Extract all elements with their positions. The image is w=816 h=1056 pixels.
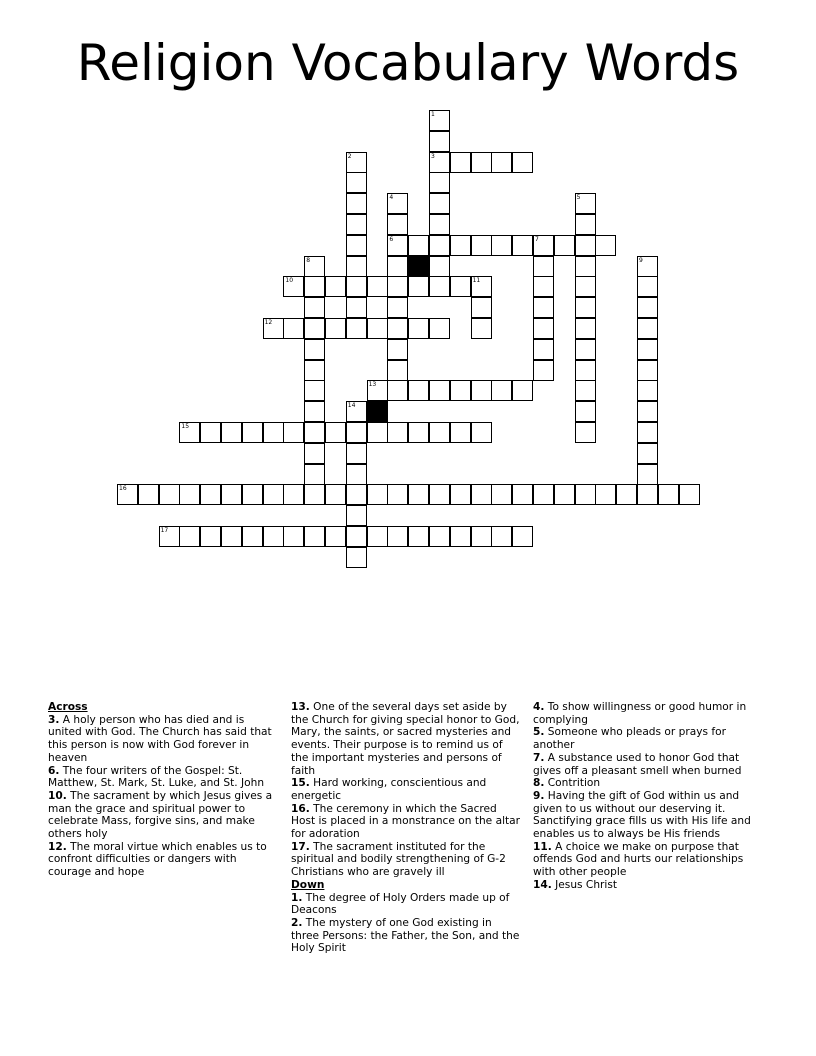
- grid-cell[interactable]: [533, 256, 554, 277]
- grid-cell[interactable]: [325, 422, 346, 443]
- grid-cell[interactable]: [387, 318, 408, 339]
- grid-cell[interactable]: [533, 339, 554, 360]
- grid-cell[interactable]: [346, 443, 367, 464]
- clue-text: The moral virtue which enables us to confront difficulties or dangers with courage and hope: [48, 840, 267, 879]
- grid-cell[interactable]: [450, 484, 471, 505]
- grid-cell[interactable]: [575, 422, 596, 443]
- grid-cell[interactable]: [179, 526, 200, 547]
- grid-cell[interactable]: [429, 110, 450, 131]
- down-clue-4: [533, 701, 765, 726]
- across-clue-6: [48, 765, 280, 790]
- grid-cell[interactable]: [429, 526, 450, 547]
- across-clue-13: [291, 701, 523, 777]
- grid-cell[interactable]: [283, 318, 304, 339]
- grid-cell[interactable]: [304, 443, 325, 464]
- grid-cell[interactable]: [263, 422, 284, 443]
- black-cell: [367, 401, 388, 422]
- grid-cell[interactable]: [637, 360, 658, 381]
- cell-number: 8: [306, 256, 311, 264]
- cell-number: 5: [576, 194, 581, 202]
- across-clue-3: [48, 714, 280, 765]
- clue-text: The mystery of one God existing in three Persons: the Father, the Son, and the Holy Spirit: [291, 916, 520, 955]
- grid-cell[interactable]: [533, 484, 554, 505]
- grid-cell[interactable]: [408, 235, 429, 256]
- grid-cell[interactable]: [304, 339, 325, 360]
- grid-cell[interactable]: [533, 276, 554, 297]
- grid-cell[interactable]: [512, 526, 533, 547]
- clue-number: 1.: [291, 891, 303, 904]
- clue-number: 5.: [533, 726, 545, 739]
- grid-cell[interactable]: [679, 484, 700, 505]
- clue-number: 17.: [291, 840, 310, 853]
- grid-cell[interactable]: [346, 547, 367, 568]
- grid-cell[interactable]: [637, 318, 658, 339]
- grid-cell[interactable]: [387, 422, 408, 443]
- grid-cell[interactable]: [367, 484, 388, 505]
- cell-number: 10: [285, 277, 294, 285]
- grid-cell[interactable]: [471, 422, 492, 443]
- grid-cell[interactable]: [512, 152, 533, 173]
- grid-cell[interactable]: [637, 339, 658, 360]
- grid-cell[interactable]: [658, 484, 679, 505]
- grid-cell[interactable]: [450, 152, 471, 173]
- grid-cell[interactable]: [512, 235, 533, 256]
- clue-text: The sacrament instituted for the spiritual and bodily strengthening of G-2 Christians who are gravely ill: [291, 840, 506, 879]
- grid-cell[interactable]: [304, 401, 325, 422]
- grid-cell[interactable]: [346, 422, 367, 443]
- clue-number: 7.: [533, 751, 545, 764]
- grid-cell[interactable]: [263, 484, 284, 505]
- grid-cell[interactable]: [387, 484, 408, 505]
- grid-cell[interactable]: [575, 297, 596, 318]
- grid-cell[interactable]: [387, 360, 408, 381]
- clue-number: 6.: [48, 764, 60, 777]
- clue-text: Contrition: [547, 777, 601, 790]
- grid-cell[interactable]: [346, 297, 367, 318]
- grid-cell[interactable]: [242, 484, 263, 505]
- grid-cell[interactable]: [450, 276, 471, 297]
- clue-number: 11.: [533, 840, 552, 853]
- grid-cell[interactable]: [637, 422, 658, 443]
- grid-cell[interactable]: [179, 484, 200, 505]
- grid-cell[interactable]: [471, 152, 492, 173]
- down-clue-7: [533, 752, 765, 777]
- grid-cell[interactable]: [471, 318, 492, 339]
- grid-cell[interactable]: [304, 526, 325, 547]
- grid-cell[interactable]: [304, 380, 325, 401]
- clue-number: 2.: [291, 916, 303, 929]
- grid-cell[interactable]: [637, 401, 658, 422]
- grid-cell[interactable]: [491, 526, 512, 547]
- grid-cell[interactable]: [304, 464, 325, 485]
- grid-cell[interactable]: [367, 526, 388, 547]
- clue-number: 10.: [48, 789, 67, 802]
- grid-cell[interactable]: [367, 422, 388, 443]
- grid-cell[interactable]: [138, 484, 159, 505]
- clue-number: 8.: [533, 777, 545, 790]
- grid-cell[interactable]: [179, 422, 200, 443]
- clue-text: The four writers of the Gospel: St. Matthew, St. Mark, St. Luke, and St. John: [48, 764, 265, 790]
- grid-cell[interactable]: [346, 152, 367, 173]
- grid-cell[interactable]: [429, 152, 450, 173]
- grid-cell[interactable]: [387, 276, 408, 297]
- clue-text: One of the several days set aside by the Church for giving special honor to God, Mary, the saints, or sacred mysteries and events. Their purpose is to remind us of the important mysteries and persons of faith: [291, 701, 520, 777]
- grid-cell[interactable]: [408, 276, 429, 297]
- grid-cell[interactable]: [471, 484, 492, 505]
- cell-number: 11: [472, 277, 481, 285]
- cell-number: 13: [368, 381, 377, 389]
- grid-cell[interactable]: [325, 526, 346, 547]
- grid-cell[interactable]: [408, 422, 429, 443]
- grid-cell[interactable]: [429, 318, 450, 339]
- grid-cell[interactable]: [263, 526, 284, 547]
- grid-cell[interactable]: [117, 484, 138, 505]
- grid-cell[interactable]: [637, 380, 658, 401]
- grid-cell[interactable]: [304, 297, 325, 318]
- grid-cell[interactable]: [429, 172, 450, 193]
- page-title: Religion Vocabulary Words: [76, 34, 740, 92]
- grid-cell[interactable]: [387, 214, 408, 235]
- clue-text: The degree of Holy Orders made up of Deacons: [291, 891, 510, 917]
- grid-cell[interactable]: [346, 214, 367, 235]
- grid-cell[interactable]: [200, 422, 221, 443]
- grid-cell[interactable]: [575, 256, 596, 277]
- clue-text: Someone who pleads or prays for another: [533, 726, 726, 752]
- cell-number: 9: [639, 256, 643, 264]
- clue-text: The ceremony in which the Sacred Host is placed in a monstrance on the altar for adoration: [291, 802, 521, 841]
- grid-cell[interactable]: [325, 484, 346, 505]
- across-clue-17: [291, 841, 523, 879]
- grid-cell[interactable]: [512, 380, 533, 401]
- grid-cell[interactable]: [637, 484, 658, 505]
- grid-cell[interactable]: [575, 401, 596, 422]
- grid-cell[interactable]: [637, 297, 658, 318]
- cell-number: 2: [347, 152, 352, 160]
- grid-cell[interactable]: [429, 484, 450, 505]
- clue-text: To show willingness or good humor in complying: [533, 701, 747, 726]
- down-clue-8: [533, 777, 765, 790]
- grid-cell[interactable]: [450, 422, 471, 443]
- grid-cell[interactable]: [387, 380, 408, 401]
- cell-number: 17: [160, 527, 169, 534]
- grid-cell[interactable]: [367, 276, 388, 297]
- grid-cell[interactable]: [637, 276, 658, 297]
- across-header: Across: [48, 701, 88, 713]
- down-clue-14: [533, 879, 765, 892]
- grid-cell[interactable]: [159, 526, 180, 547]
- grid-cell[interactable]: [512, 484, 533, 505]
- grid-cell[interactable]: [221, 422, 242, 443]
- grid-cell[interactable]: [346, 172, 367, 193]
- grid-cell[interactable]: [408, 318, 429, 339]
- grid-cell[interactable]: [429, 422, 450, 443]
- grid-cell[interactable]: [346, 526, 367, 547]
- grid-cell[interactable]: [491, 380, 512, 401]
- down-clue-9: [533, 790, 765, 841]
- cell-number: 1: [431, 111, 435, 118]
- grid-cell[interactable]: [283, 526, 304, 547]
- grid-cell[interactable]: [346, 484, 367, 505]
- grid-cell[interactable]: [304, 256, 325, 277]
- grid-cell[interactable]: [325, 318, 346, 339]
- grid-cell[interactable]: [471, 276, 492, 297]
- grid-cell[interactable]: [554, 484, 575, 505]
- clue-number: 9.: [533, 789, 545, 802]
- black-cell: [408, 256, 429, 277]
- grid-cell[interactable]: [304, 318, 325, 339]
- cell-number: 6: [389, 235, 394, 243]
- grid-cell[interactable]: [242, 422, 263, 443]
- cell-number: 14: [347, 402, 356, 410]
- clue-text: The sacrament by which Jesus gives a man the grace and spiritual power to celebrate Mass, forgive sins, and make others holy: [48, 789, 273, 841]
- grid-cell[interactable]: [304, 276, 325, 297]
- grid-cell[interactable]: [491, 484, 512, 505]
- grid-cell[interactable]: [408, 526, 429, 547]
- grid-cell[interactable]: [575, 193, 596, 214]
- clue-number: 12.: [48, 840, 67, 853]
- across-clue-12: [48, 841, 280, 879]
- clues-column-3: [533, 701, 765, 892]
- grid-cell[interactable]: [346, 235, 367, 256]
- down-clue-11: [533, 841, 765, 879]
- grid-cell[interactable]: [575, 360, 596, 381]
- cell-number: 4: [389, 194, 394, 202]
- clue-number: 15.: [291, 777, 310, 790]
- grid-cell[interactable]: [575, 380, 596, 401]
- grid-cell[interactable]: [221, 484, 242, 505]
- grid-cell[interactable]: [346, 318, 367, 339]
- down-clue-1: [291, 892, 523, 917]
- clue-text: A choice we make on purpose that offends God and hurts our relationships with other people: [533, 840, 744, 879]
- down-header: Down: [291, 878, 325, 891]
- grid-cell[interactable]: [637, 443, 658, 464]
- grid-cell[interactable]: [616, 484, 637, 505]
- grid-cell[interactable]: [283, 422, 304, 443]
- grid-cell[interactable]: [533, 297, 554, 318]
- grid-cell[interactable]: [491, 152, 512, 173]
- down-clue-2: [291, 917, 523, 955]
- grid-cell[interactable]: [575, 484, 596, 505]
- grid-cell[interactable]: [367, 380, 388, 401]
- clue-text: A substance used to honor God that gives off a pleasant smell when burned: [533, 751, 742, 777]
- grid-cell[interactable]: [346, 464, 367, 485]
- grid-cell[interactable]: [429, 214, 450, 235]
- grid-cell[interactable]: [429, 131, 450, 152]
- grid-cell[interactable]: [637, 464, 658, 485]
- grid-cell[interactable]: [387, 339, 408, 360]
- grid-cell[interactable]: [387, 256, 408, 277]
- grid-cell[interactable]: [159, 484, 180, 505]
- grid-cell[interactable]: [387, 297, 408, 318]
- grid-cell[interactable]: [346, 505, 367, 526]
- grid-cell[interactable]: [575, 276, 596, 297]
- grid-cell[interactable]: [242, 526, 263, 547]
- grid-cell[interactable]: [200, 484, 221, 505]
- grid-cell[interactable]: [533, 318, 554, 339]
- clues-column-1: [48, 701, 280, 879]
- grid-cell[interactable]: [471, 526, 492, 547]
- clue-number: 14.: [533, 878, 552, 891]
- grid-cell[interactable]: [575, 235, 596, 256]
- grid-cell[interactable]: [450, 380, 471, 401]
- grid-cell[interactable]: [263, 318, 284, 339]
- grid-cell[interactable]: [554, 235, 575, 256]
- grid-cell[interactable]: [408, 380, 429, 401]
- grid-cell[interactable]: [429, 235, 450, 256]
- grid-cell[interactable]: [304, 484, 325, 505]
- grid-cell[interactable]: [575, 214, 596, 235]
- grid-cell[interactable]: [346, 276, 367, 297]
- grid-cell[interactable]: [471, 380, 492, 401]
- grid-cell[interactable]: [304, 422, 325, 443]
- grid-cell[interactable]: [283, 484, 304, 505]
- cell-number: 7: [535, 235, 539, 243]
- grid-cell[interactable]: [387, 526, 408, 547]
- grid-cell[interactable]: [367, 318, 388, 339]
- grid-cell[interactable]: [200, 526, 221, 547]
- cell-number: 16: [119, 485, 127, 493]
- clue-text: Jesus Christ: [555, 878, 618, 891]
- cell-number: 3: [431, 152, 435, 160]
- clue-number: 13.: [291, 701, 310, 713]
- grid-cell[interactable]: [575, 339, 596, 360]
- grid-cell[interactable]: [429, 193, 450, 214]
- grid-cell[interactable]: [429, 256, 450, 277]
- grid-cell[interactable]: [346, 401, 367, 422]
- down-clue-5: [533, 726, 765, 751]
- across-clue-10: [48, 790, 280, 841]
- clue-text: A holy person who has died and is united with God. The Church has said that this person is now with God forever in heaven: [48, 713, 272, 764]
- clue-number: 3.: [48, 713, 60, 726]
- grid-cell[interactable]: [595, 484, 616, 505]
- grid-cell[interactable]: [450, 235, 471, 256]
- cell-number: 12: [264, 319, 273, 326]
- grid-cell[interactable]: [346, 193, 367, 214]
- grid-cell[interactable]: [304, 360, 325, 381]
- grid-cell[interactable]: [387, 235, 408, 256]
- clue-number: 16.: [291, 802, 310, 815]
- grid-cell[interactable]: [429, 276, 450, 297]
- grid-cell[interactable]: [408, 484, 429, 505]
- grid-cell[interactable]: [637, 256, 658, 277]
- clue-number: 4.: [533, 701, 545, 713]
- grid-cell[interactable]: [595, 235, 616, 256]
- clue-text: Having the gift of God within us and given to us without our deserving it. Sanctifying grace fills us with His life and enables us to always be His friends: [533, 789, 751, 841]
- grid-cell[interactable]: [283, 276, 304, 297]
- grid-cell[interactable]: [491, 235, 512, 256]
- cell-number: 15: [181, 423, 190, 430]
- grid-cell[interactable]: [429, 380, 450, 401]
- grid-cell[interactable]: [471, 297, 492, 318]
- grid-cell[interactable]: [387, 193, 408, 214]
- clues-column-2: [291, 701, 523, 955]
- grid-cell[interactable]: [450, 526, 471, 547]
- across-clue-16: [291, 803, 523, 841]
- grid-cell[interactable]: [575, 318, 596, 339]
- across-clue-15: [291, 777, 523, 802]
- grid-cell[interactable]: [533, 235, 554, 256]
- clue-text: Hard working, conscientious and energetic: [291, 777, 487, 802]
- grid-cell[interactable]: [471, 235, 492, 256]
- grid-cell[interactable]: [533, 360, 554, 381]
- grid-cell[interactable]: [221, 526, 242, 547]
- grid-cell[interactable]: [325, 276, 346, 297]
- grid-cell[interactable]: [346, 256, 367, 277]
